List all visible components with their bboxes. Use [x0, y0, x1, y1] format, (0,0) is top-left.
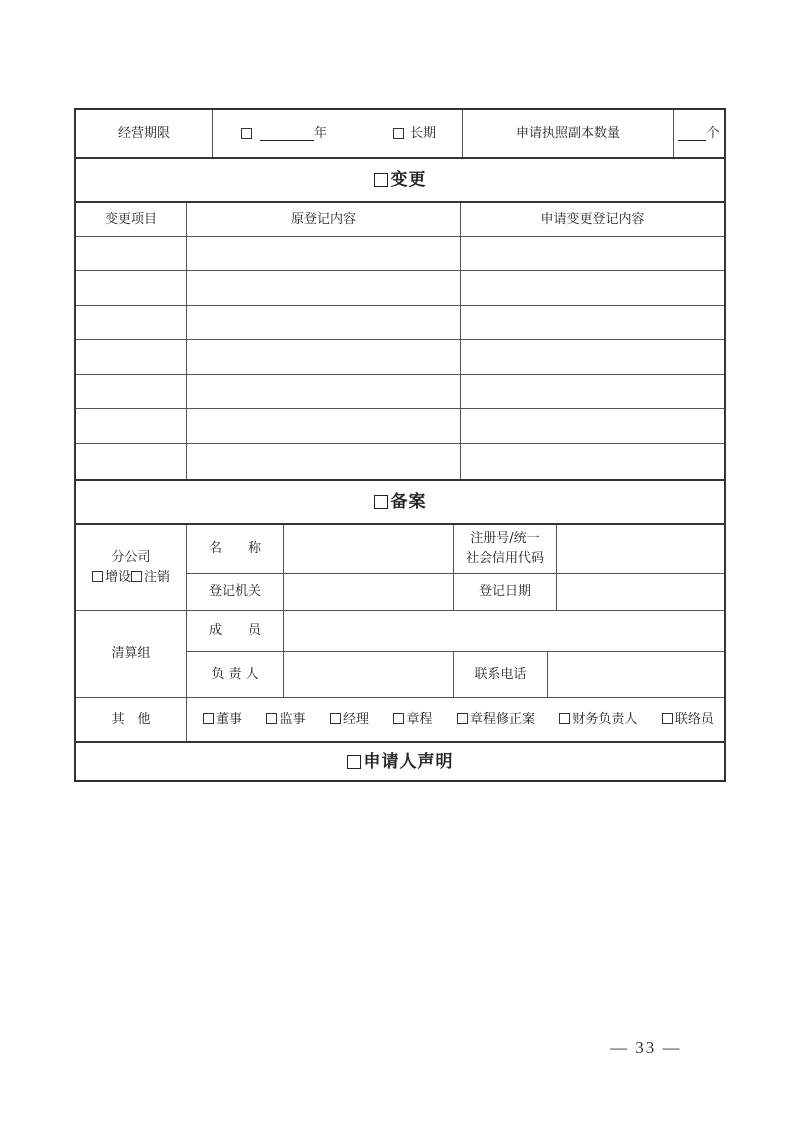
filing-section-header: [76, 479, 724, 523]
original-content-cell[interactable]: [186, 306, 460, 339]
table-row: [76, 339, 724, 374]
table-row: [76, 305, 724, 339]
copies-field: [673, 110, 724, 157]
change-item-cell[interactable]: [76, 375, 186, 408]
new-content-cell[interactable]: [460, 375, 724, 408]
option-supervisor[interactable]: 监事: [266, 710, 305, 730]
change-section-header: [76, 157, 724, 201]
liquidation-block: [76, 610, 724, 697]
declaration-title: 申请人声明: [363, 751, 454, 772]
members-label: 成 员: [186, 611, 283, 651]
table-row: [76, 236, 724, 270]
new-content-cell[interactable]: [460, 409, 724, 443]
change-title: 变更: [390, 170, 427, 190]
original-content-cell[interactable]: [186, 237, 460, 270]
checkbox-change[interactable]: [374, 173, 388, 187]
branch-cancel-label: 注销: [144, 569, 171, 585]
phone-label: 联系电话: [453, 652, 547, 697]
option-manager[interactable]: 经理: [330, 710, 369, 730]
change-item-cell[interactable]: [76, 271, 186, 305]
option-financial-officer[interactable]: 财务负责人: [559, 710, 637, 730]
option-articles-amendment[interactable]: 章程修正案: [457, 710, 535, 730]
members-row: [186, 611, 724, 651]
original-content-cell[interactable]: [186, 340, 460, 374]
liquidation-label: 清算组: [111, 646, 151, 661]
change-item-cell[interactable]: [76, 444, 186, 479]
table-row: [76, 374, 724, 408]
checkbox-branch-add[interactable]: [92, 571, 103, 582]
original-content-cell[interactable]: [186, 409, 460, 443]
other-options: [186, 698, 724, 741]
other-label: 其 他: [111, 711, 151, 727]
reg-date-field[interactable]: [556, 574, 724, 610]
new-content-cell[interactable]: [460, 444, 724, 479]
phone-field[interactable]: [547, 652, 724, 697]
reg-no-label-line2: 社会信用代码: [465, 551, 544, 566]
branch-name-label: 名 称: [186, 525, 283, 573]
checkbox-declaration[interactable]: [347, 755, 361, 769]
branch-label-cell: [76, 525, 186, 610]
checkbox-filing[interactable]: [374, 495, 388, 509]
header-original-content: 原登记内容: [186, 203, 460, 236]
change-item-cell[interactable]: [76, 306, 186, 339]
branch-block: [76, 523, 724, 610]
original-content-cell[interactable]: [186, 444, 460, 479]
authority-field[interactable]: [283, 574, 453, 610]
reg-date-label: 登记日期: [453, 574, 556, 610]
header-change-item: 变更项目: [104, 211, 157, 227]
new-content-cell[interactable]: [460, 306, 724, 339]
checkbox-icon: [266, 713, 277, 724]
leader-label: 负 责 人: [186, 652, 283, 697]
branch-name-row: [186, 525, 724, 573]
copies-label: 申请执照副本数量: [462, 110, 673, 157]
change-item-cell[interactable]: [76, 409, 186, 443]
leader-field[interactable]: [283, 652, 453, 697]
checkbox-icon: [559, 713, 570, 724]
table-row: [76, 270, 724, 305]
checkbox-icon: [330, 713, 341, 724]
copies-unit: 个: [706, 125, 720, 141]
members-field[interactable]: [283, 611, 724, 651]
term-label: 经营期限: [117, 125, 170, 141]
copies-blank[interactable]: [678, 126, 706, 141]
original-content-cell[interactable]: [186, 271, 460, 305]
checkbox-branch-cancel[interactable]: [131, 571, 142, 582]
leader-row: [186, 651, 724, 697]
checkbox-icon: [457, 713, 468, 724]
branch-label: 分公司: [111, 549, 151, 565]
years-blank[interactable]: [260, 126, 314, 141]
branch-authority-row: [186, 573, 724, 610]
option-liaison[interactable]: 联络员: [662, 710, 714, 730]
new-content-cell[interactable]: [460, 271, 724, 305]
branch-add-label: 增设: [104, 569, 131, 585]
new-content-cell[interactable]: [460, 340, 724, 374]
registration-form: [74, 108, 726, 782]
term-options: [212, 110, 462, 157]
checkbox-years[interactable]: [241, 128, 252, 139]
change-table-header: [76, 201, 724, 236]
table-row: [76, 443, 724, 479]
term-row: [76, 110, 724, 157]
change-item-cell[interactable]: [76, 340, 186, 374]
checkbox-icon: [662, 713, 673, 724]
new-content-cell[interactable]: [460, 237, 724, 270]
reg-no-field[interactable]: [556, 525, 724, 573]
other-row: [76, 697, 724, 741]
option-articles[interactable]: 章程: [393, 710, 432, 730]
checkbox-long-term[interactable]: [393, 128, 404, 139]
declaration-section-header: [76, 741, 724, 780]
table-row: [76, 408, 724, 443]
reg-no-label-line1: 注册号/统一: [470, 531, 540, 546]
change-item-cell[interactable]: [76, 237, 186, 270]
filing-title: 备案: [390, 492, 427, 512]
checkbox-icon: [393, 713, 404, 724]
option-director[interactable]: 董事: [203, 710, 242, 730]
authority-label: 登记机关: [186, 574, 283, 610]
branch-name-field[interactable]: [283, 525, 453, 573]
checkbox-icon: [203, 713, 214, 724]
page-number: — 33 —: [610, 1038, 682, 1057]
reg-no-label-cell: [453, 525, 556, 573]
long-term-label: 长期: [410, 125, 437, 141]
original-content-cell[interactable]: [186, 375, 460, 408]
header-new-content: 申请变更登记内容: [460, 203, 724, 236]
year-unit: 年: [314, 125, 328, 141]
